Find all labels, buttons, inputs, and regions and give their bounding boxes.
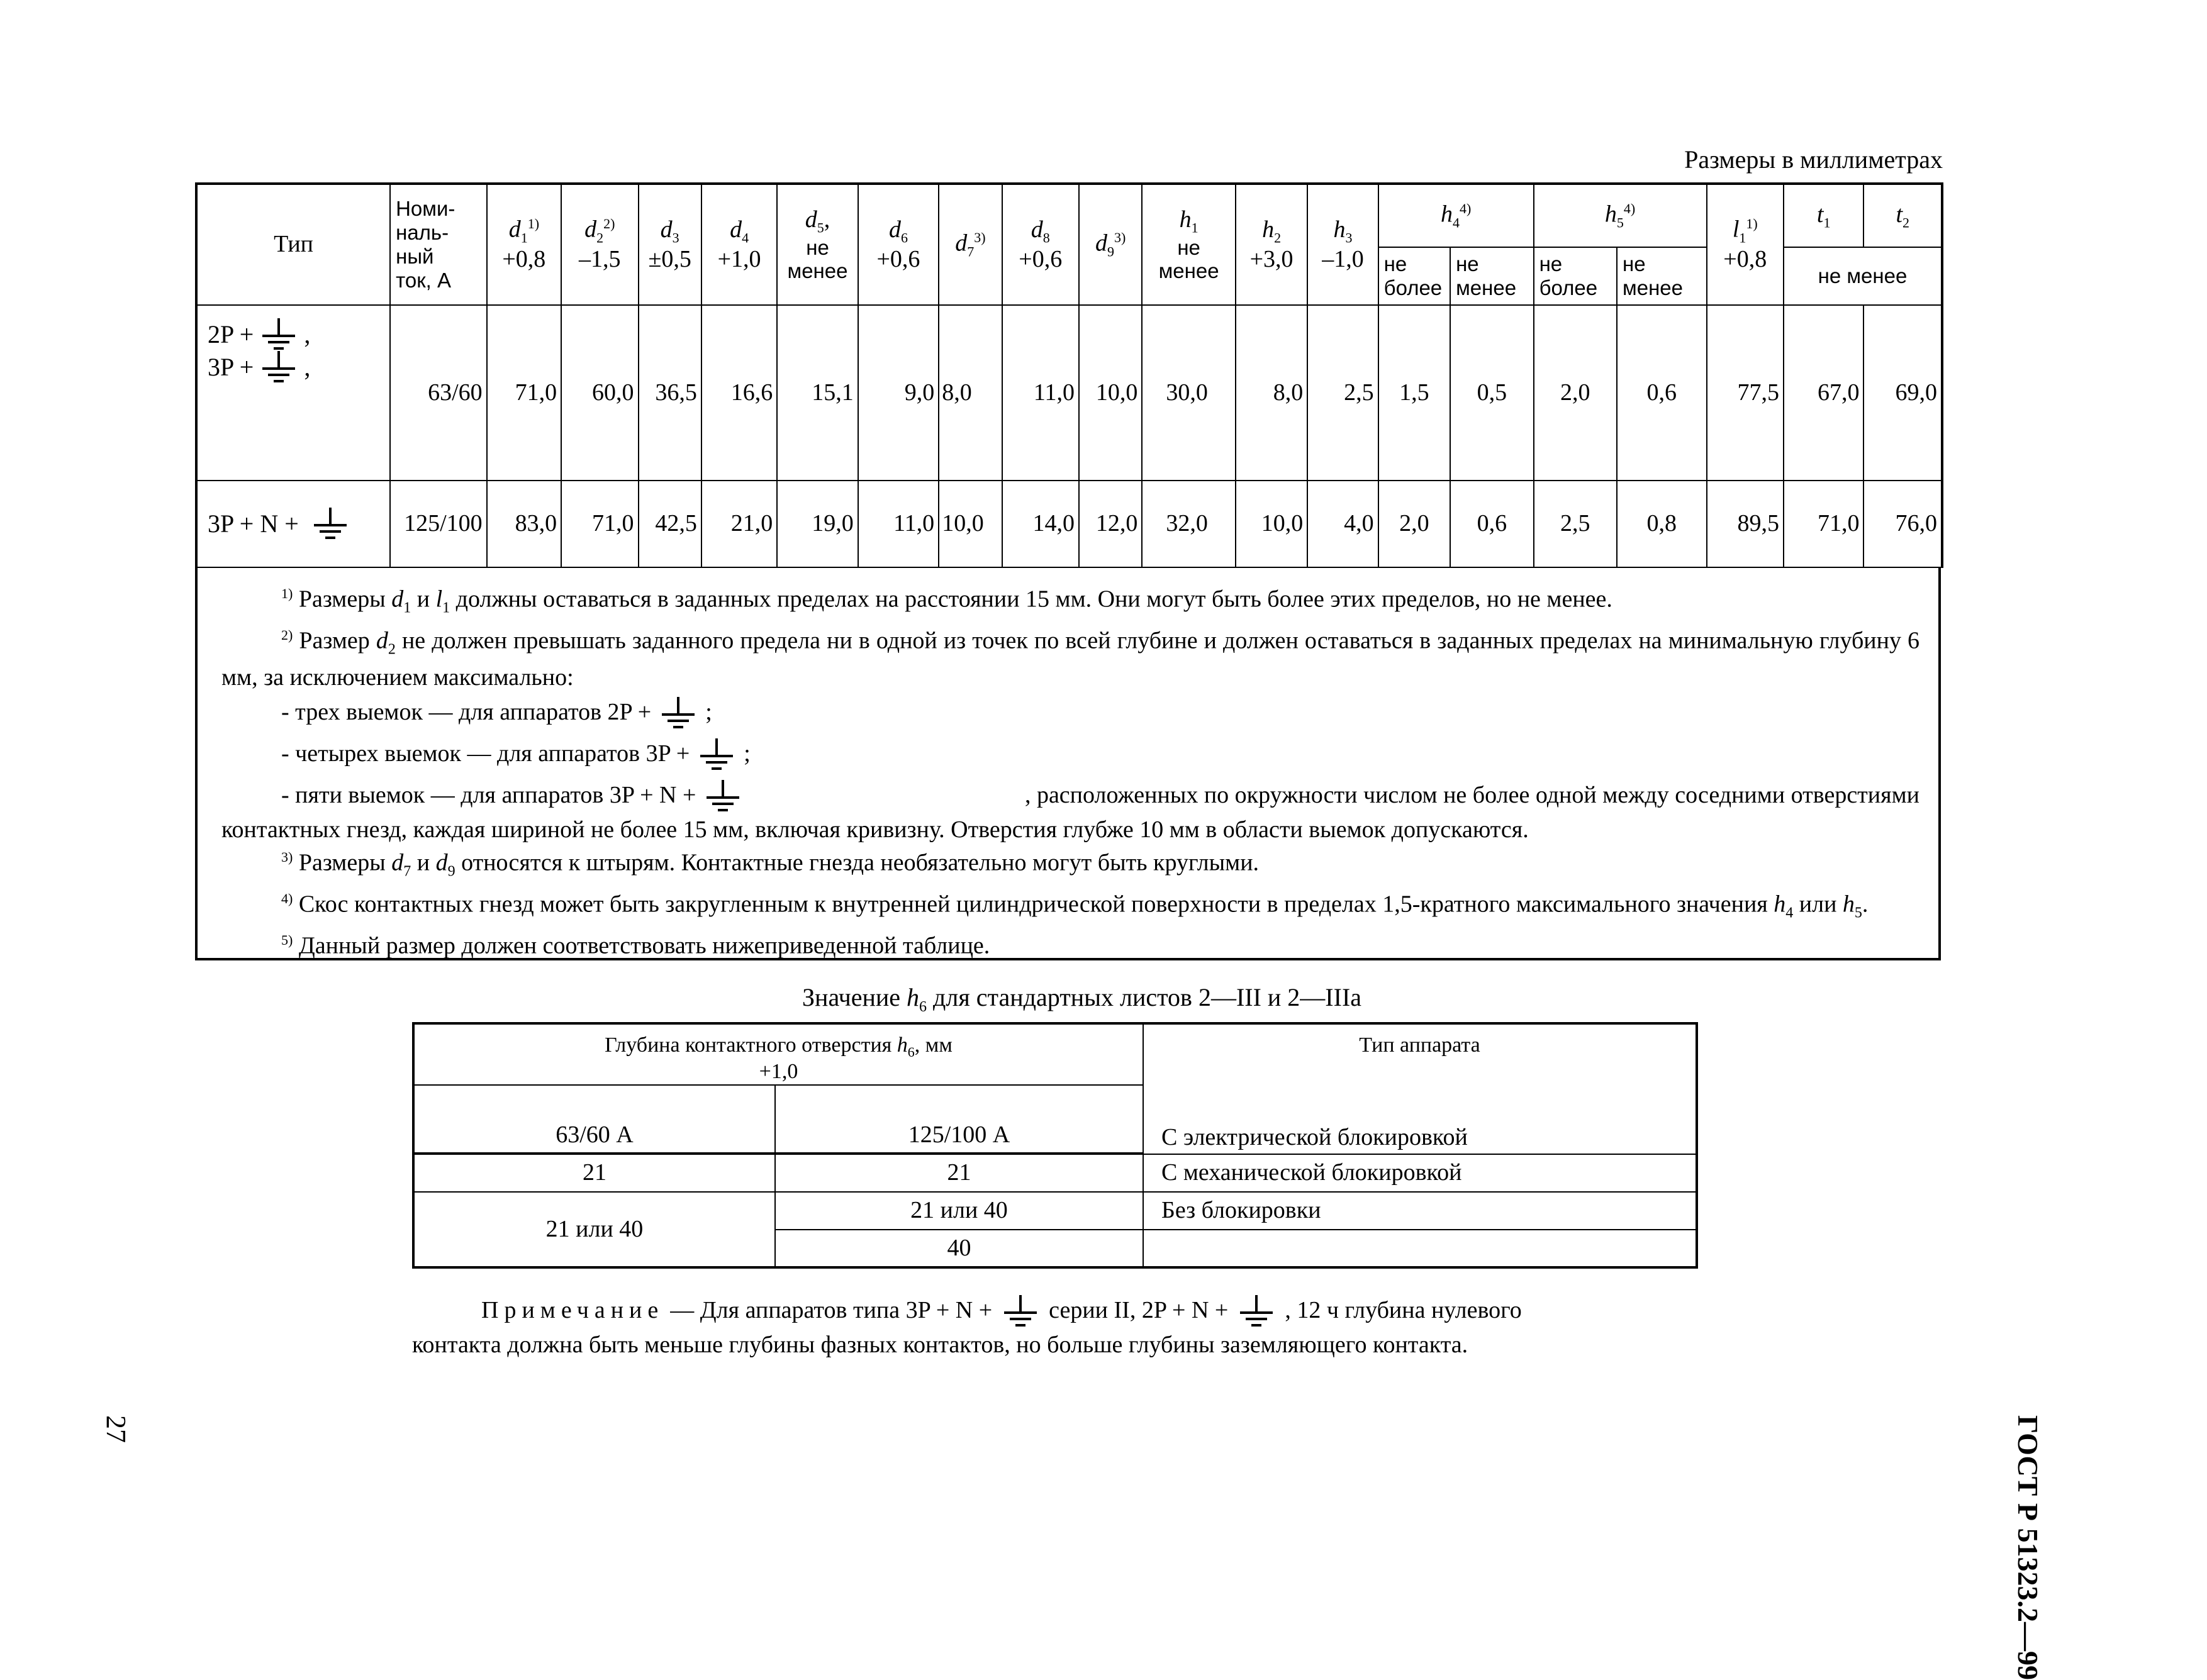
ground-icon [305, 505, 355, 543]
row1-val: 16,6 [701, 305, 777, 481]
header-d5: $d_5$, не менее [777, 184, 858, 305]
row2-val: 71,0 [561, 481, 638, 567]
row2-val: 83,0 [487, 481, 561, 567]
header-d6: $d_6$ +0,6 [858, 184, 939, 305]
footnote-4: $^{4)}$ Скос контактных гнезд может быть закругленным к внутренней цилиндрической поверхности в пределах 1,5-кратного максимального значения $h_4$ или $h_5$. [281, 890, 1869, 921]
ground-icon [1234, 1293, 1278, 1328]
row2-type: 3P + N + [196, 481, 390, 567]
row1-val: 8,0 [939, 305, 1002, 481]
row1-val: 2,5 [1307, 305, 1378, 481]
row2-val: 14,0 [1002, 481, 1079, 567]
h6-cell: 21 или 40 [413, 1192, 775, 1267]
footnote-2-dash-2: - четырех выемок — для аппаратов 3P + ; [221, 733, 1919, 774]
row2-val: 19,0 [777, 481, 858, 567]
ground-icon [701, 777, 745, 813]
header-h5: $h_5^{4)}$ [1534, 184, 1707, 247]
row1-val: 67,0 [1784, 305, 1863, 481]
row1-val: 2,0 [1534, 305, 1617, 481]
row2-val: 76,0 [1863, 481, 1942, 567]
header-d3: $d_3$ ±0,5 [639, 184, 701, 305]
header-h5-max: не более [1534, 247, 1617, 305]
ground-icon [260, 351, 298, 384]
row1-val: 71,0 [487, 305, 561, 481]
row1-val: 77,5 [1707, 305, 1784, 481]
h6-cell: Без блокировки [1143, 1192, 1697, 1230]
header-t2: $t_2$ [1863, 184, 1942, 247]
page-number: 27 [101, 1415, 131, 1443]
row1-val: 36,5 [639, 305, 701, 481]
h6-table [412, 1022, 1698, 1269]
row2-val: 4,0 [1307, 481, 1378, 567]
row2-val: 125/100 [390, 481, 487, 567]
footnote-3: $^{3)}$ Размеры $d_7$ и $d_9$ относятся к штырям. Контактные гнезда необязательно могут быть круглыми. [281, 848, 1260, 879]
ground-icon [998, 1293, 1042, 1328]
header-h4: $h_4^{4)}$ [1378, 184, 1534, 247]
header-h4-min: не менее [1450, 247, 1533, 305]
row2-val: 71,0 [1784, 481, 1863, 567]
row1-val: 30,0 [1142, 305, 1236, 481]
row2-val: 10,0 [939, 481, 1002, 567]
header-d7: $d_7^{3)}$ [939, 184, 1002, 305]
h6-cell: 40 [775, 1230, 1143, 1267]
header-h3: $h_3$ –1,0 [1307, 184, 1378, 305]
row2-val: 89,5 [1707, 481, 1784, 567]
row1-val: 69,0 [1863, 305, 1942, 481]
row2-val: 0,8 [1617, 481, 1707, 567]
table-row [196, 481, 1942, 567]
units-caption: Размеры в миллиметрах [1684, 145, 1943, 174]
row1-val: 63/60 [390, 305, 487, 481]
header-l1: $l_1^{1)}$ +0,8 [1707, 184, 1784, 305]
header-t-min: не менее [1784, 247, 1942, 305]
h6-col-63: 63/60 А [413, 1085, 775, 1153]
row2-val: 10,0 [1236, 481, 1307, 567]
header-h4-max: не более [1378, 247, 1450, 305]
h6-col-125: 125/100 А [775, 1085, 1143, 1153]
ground-icon [695, 736, 739, 771]
row2-val: 0,6 [1450, 481, 1533, 567]
ground-icon [260, 318, 298, 351]
row2-val: 42,5 [639, 481, 701, 567]
header-d4: $d_4$ +1,0 [701, 184, 777, 305]
row1-val: 60,0 [561, 305, 638, 481]
h6-cell: 21 или 40 [775, 1192, 1143, 1230]
table-row [196, 305, 1942, 481]
row2-val: 2,5 [1534, 481, 1617, 567]
h6-cell: С механической блокировкой [1143, 1154, 1697, 1192]
footnote-5: $^{5)}$ Данный размер должен соответствовать нижеприведенной таблице. [281, 932, 990, 959]
row1-val: 11,0 [1002, 305, 1079, 481]
header-h2: $h_2$ +3,0 [1236, 184, 1307, 305]
row2-val: 12,0 [1079, 481, 1142, 567]
h6-header-type: Тип аппарата [1143, 1023, 1697, 1153]
row1-val: 1,5 [1378, 305, 1450, 481]
h6-header-depth: Глубина контактного отверстия $h_6$, мм +1,0 [413, 1023, 1143, 1085]
table-row [413, 1192, 1697, 1230]
row2-val: 2,0 [1378, 481, 1450, 567]
row2-val: 32,0 [1142, 481, 1236, 567]
document-code-side-label: ГОСТ Р 51323.2—99 [2012, 1415, 2044, 1680]
header-d1: $d_1^{1)}$ +0,8 [487, 184, 561, 305]
h6-cell [1143, 1230, 1697, 1267]
row1-val: 0,5 [1450, 305, 1533, 481]
header-d9: $d_9^{3)}$ [1079, 184, 1142, 305]
note-paragraph: Примечание — Для аппаратов типа 3P + N + серии II, 2P + N + , 12 ч глубина нулевого контакта должна быть меньше глубины фазных контактов, но больше глубины заземляющего контакта. [412, 1293, 1696, 1362]
header-t1: $t_1$ [1784, 184, 1863, 247]
footnote-2-dash-1: - трех выемок — для аппаратов 2P + ; [221, 691, 1919, 733]
row1-val: 10,0 [1079, 305, 1142, 481]
h6-table-caption: Значение $h_6$ для стандартных листов 2—III и 2—IIIа [802, 983, 1362, 1015]
footnote-2-dash-3: - пяти выемок — для аппаратов 3P + N + , расположенных по окружности числом не более одной между соседними отверстиями [221, 774, 1919, 816]
header-h5-min: не менее [1617, 247, 1707, 305]
row1-val: 0,6 [1617, 305, 1707, 481]
row1-type: 2P + , 3P + , [196, 305, 390, 481]
footnote-2-dash-3-cont: контактных гнезд, каждая шириной не более 15 мм, включая кривизну. Отверстия глубже 10 мм в области выемок допускаются. [221, 816, 1529, 843]
header-d2: $d_2^{2)}$ –1,5 [561, 184, 638, 305]
h6-cell: 21 [775, 1154, 1143, 1192]
row2-val: 21,0 [701, 481, 777, 567]
h6-cell: 21 [413, 1154, 775, 1192]
dimensions-table [195, 182, 1943, 568]
row1-val: 8,0 [1236, 305, 1307, 481]
h6-cell: С электрической блокировкой [1143, 1153, 1697, 1154]
header-tip: Тип [196, 184, 390, 305]
footnote-1: $^{1)}$ Размеры $d_1$ и $l_1$ должны оставаться в заданных пределах на расстоянии 15 мм. Они могут быть более этих пределов, но не менее. [281, 586, 1612, 616]
header-h1: $h_1$ не менее [1142, 184, 1236, 305]
table-footnotes [195, 567, 1941, 960]
ground-icon [656, 694, 700, 730]
footnote-2: $^{2)}$ Размер $d_2$ не должен превышать заданного предела ни в одной из точек по всей глубине и должен оставаться в заданных пределах на минимальную глубину 6 мм, за исключением максимально: [221, 627, 1920, 691]
table-row [413, 1154, 1697, 1192]
row2-val: 11,0 [858, 481, 939, 567]
row1-val: 9,0 [858, 305, 939, 481]
header-nominal-current: Номи- наль- ный ток, А [390, 184, 487, 305]
row1-val: 15,1 [777, 305, 858, 481]
header-d8: $d_8$ +0,6 [1002, 184, 1079, 305]
